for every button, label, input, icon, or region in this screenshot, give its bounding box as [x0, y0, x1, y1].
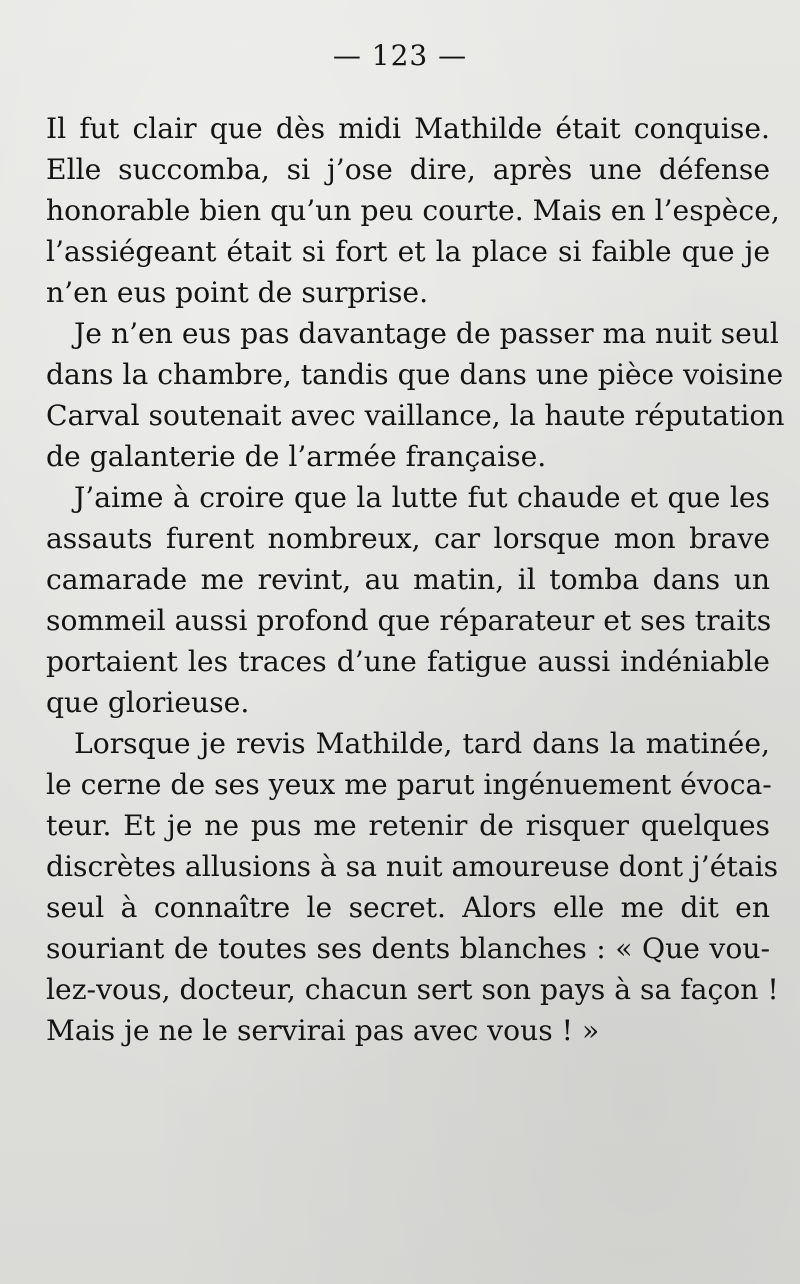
text-line: Je n’en eus pas davantage de passer ma nuit seul: [74, 317, 779, 350]
text-line: le cerne de ses yeux me parut ingénuement évoca-: [46, 768, 772, 801]
text-line: honorable bien qu’un peu courte. Mais en l’espèce,: [46, 194, 780, 227]
text-line: assauts furent nombreux, car lorsque mon brave: [46, 522, 770, 555]
body-text: [46, 108, 785, 1051]
text-line: que glorieuse.: [46, 686, 250, 719]
text-line: dans la chambre, tandis que dans une pièce voisine: [46, 358, 784, 391]
text-line: sommeil aussi profond que réparateur et ses traits: [46, 604, 772, 637]
text-line: lez-vous, docteur, chacun sert son pays à sa façon !: [46, 973, 779, 1006]
text-line: seul à connaître le secret. Alors elle me dit en: [46, 891, 770, 924]
text-line: Lorsque je revis Mathilde, tard dans la matinée,: [74, 727, 770, 760]
text-line: de galanterie de l’armée française.: [46, 440, 547, 473]
text-line: Carval soutenait avec vaillance, la haute réputation: [46, 399, 785, 432]
text-line: discrètes allusions à sa nuit amoureuse dont j’étais: [46, 850, 779, 883]
text-line: Elle succomba, si j’ose dire, après une défense: [46, 153, 770, 186]
text-line: J’aime à croire que la lutte fut chaude et que les: [74, 481, 770, 514]
text-line: l’assiégeant était si fort et la place si faible que je: [46, 235, 770, 268]
text-line: camarade me revint, au matin, il tomba dans un: [46, 563, 770, 596]
text-line: teur. Et je ne pus me retenir de risquer quelques: [46, 809, 770, 842]
text-line: souriant de toutes ses dents blanches : « Que vou-: [46, 932, 770, 965]
text-line: Il fut clair que dès midi Mathilde était conquise.: [46, 112, 770, 145]
text-line: Mais je ne le servirai pas avec vous ! »: [46, 1014, 600, 1047]
text-line: portaient les traces d’une fatigue aussi indéniable: [46, 645, 770, 678]
page-number: — 123 —: [332, 39, 468, 72]
text-line: n’en eus point de surprise.: [46, 276, 429, 309]
